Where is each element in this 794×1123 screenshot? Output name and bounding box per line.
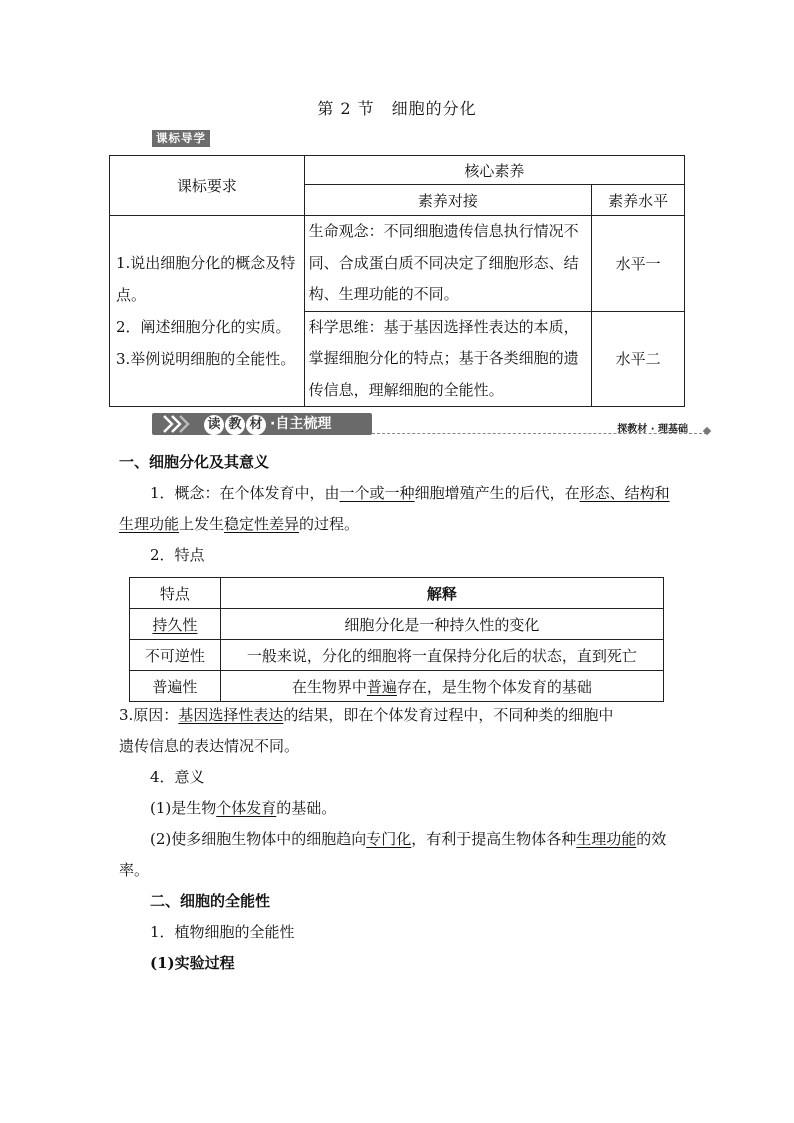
curriculum-guide-badge: 课标导学 xyxy=(152,130,210,147)
explanation-persistence: 细胞分化是一种持久性的变化 xyxy=(220,609,663,640)
header-explanation: 解释 xyxy=(220,578,663,609)
level-one: 水平一 xyxy=(592,216,685,312)
banner-subtitle: ·自主梳理 xyxy=(270,416,332,432)
banner-char-3: 材 xyxy=(246,415,266,435)
paragraph-experiment-process: (1)实验过程 xyxy=(150,954,235,972)
feature-universality: 普遍性 xyxy=(130,671,221,702)
explanation-irreversibility: 一般来说，分化的细胞将一直保持分化后的状态，直到死亡 xyxy=(220,640,663,671)
banner-right-label: 探教材 · 理基础 xyxy=(617,424,688,435)
read-textbook-banner xyxy=(152,413,712,437)
paragraph-significance-2: (2)使多细胞生物体中的细胞趋向专门化，有利于提高生物体各种生理功能的效率。 xyxy=(119,830,667,879)
header-literacy-level: 素养水平 xyxy=(592,185,685,216)
paragraph-cause: 3.原因：基因选择性表达的结果，即在个体发育过程中，不同种类的细胞中 遗传信息的表达情况不同。 xyxy=(119,706,614,755)
paragraph-characteristics: 2．特点 xyxy=(150,546,205,564)
explanation-universality: 在生物界中普遍存在，是生物个体发育的基础 xyxy=(220,671,663,702)
banner-title xyxy=(204,414,331,434)
heading-totipotency: 二、细胞的全能性 xyxy=(150,892,271,910)
scientific-thinking-text: 科学思维：基于基因选择性表达的本质，掌握细胞分化的特点；基于各类细胞的遗传信息，理解细胞的全能性。 xyxy=(304,311,591,407)
heading-differentiation: 一、细胞分化及其意义 xyxy=(119,453,270,471)
paragraph-plant-totipotency: 1．植物细胞的全能性 xyxy=(150,923,295,941)
header-feature: 特点 xyxy=(130,578,221,609)
paragraph-concept: 1．概念：在个体发育中，由一个或一种细胞增殖产生的后代，在形态、结构和生理功能上发生稳定性差异的过程。 xyxy=(119,484,670,533)
header-core-literacy: 核心素养 xyxy=(304,156,684,185)
header-literacy-match: 素养对接 xyxy=(304,185,591,216)
level-two: 水平二 xyxy=(592,311,685,407)
requirement-item: 2．阐述细胞分化的实质。 xyxy=(116,318,291,336)
banner-char-2: 教 xyxy=(225,415,245,435)
double-chevron-icon xyxy=(162,415,198,433)
feature-irreversibility: 不可逆性 xyxy=(130,640,221,671)
characteristics-table xyxy=(129,577,664,702)
feature-persistence: 持久性 xyxy=(130,609,221,640)
life-concept-text: 生命观念：不同细胞遗传信息执行情况不同、合成蛋白质不同决定了细胞形态、结构、生理功能的不同。 xyxy=(304,216,591,312)
paragraph-significance: 4．意义 xyxy=(150,768,205,786)
requirement-item: 1.说出细胞分化的概念及特点。 xyxy=(116,254,296,304)
curriculum-table xyxy=(109,155,685,407)
header-requirements: 课标要求 xyxy=(110,156,305,216)
paragraph-significance-1: (1)是生物个体发育的基础。 xyxy=(150,799,337,817)
banner-char-1: 读 xyxy=(204,415,224,435)
section-title: 第 2 节 细胞的分化 xyxy=(317,99,477,118)
requirement-item: 3.举例说明细胞的全能性。 xyxy=(116,350,296,368)
requirements-cell xyxy=(110,216,305,407)
